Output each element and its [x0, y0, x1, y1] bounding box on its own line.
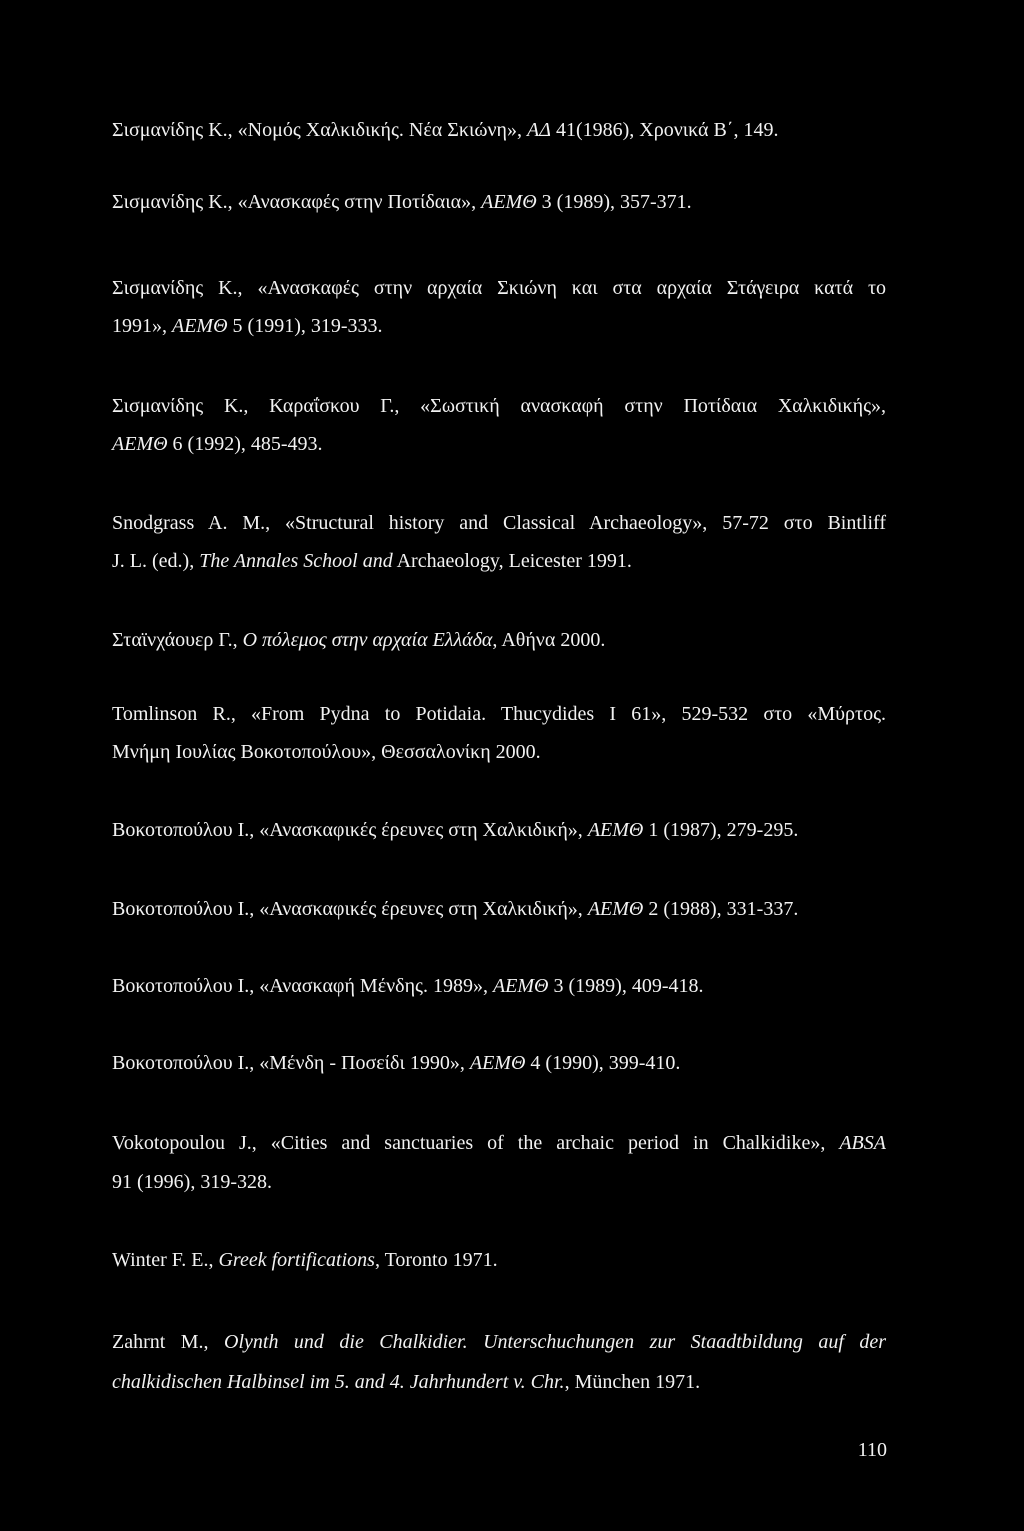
reference-line: [112, 432, 323, 456]
text-segment: Βοκοτοπούλου Ι., «Μένδη - Ποσείδι 1990»,: [112, 1052, 470, 1074]
reference-line: [112, 702, 886, 726]
text-segment: 4 (1990), 399-410.: [525, 1052, 681, 1074]
text-segment: Tomlinson R., «From Pydna to Potidaia. Thucydides I 61», 529-532 στο «Μύρτος.: [112, 703, 886, 725]
text-segment: Snodgrass A. M., «Structural history and Classical Archaeology», 57-72 στο Bintliff: [112, 512, 886, 534]
text-segment: Archaeology, Leicester 1991.: [392, 550, 632, 572]
italic-text: Olynth und die Chalkidier. Unterschuchungen zur Staadtbildung auf der: [224, 1331, 887, 1353]
reference-line: [112, 276, 886, 300]
text-segment: , München 1971.: [564, 1371, 701, 1393]
reference-line: [112, 897, 798, 921]
text-segment: Σισμανίδης Κ., «Νομός Χαλκιδικής. Νέα Σκιώνη»,: [112, 119, 528, 141]
italic-text: ΑΕΜΘ: [172, 315, 228, 337]
italic-text: ΑΕΜΘ: [112, 433, 168, 455]
reference-line: [112, 394, 886, 418]
italic-text: ABSA: [839, 1132, 886, 1154]
italic-text: ΑΕΜΘ: [587, 898, 644, 920]
italic-text: chalkidischen Halbinsel im 5. and 4. Jahrhundert v. Chr.: [112, 1371, 565, 1393]
text-segment: Σταϊνχάουερ Γ.,: [112, 629, 243, 651]
reference-line: [112, 190, 692, 214]
text-segment: 2 (1988), 331-337.: [643, 898, 799, 920]
italic-text: ΑΕΜΘ: [587, 819, 644, 841]
reference-line: [112, 118, 779, 142]
reference-line: [112, 549, 632, 573]
italic-text: ΑΕΜΘ: [492, 975, 549, 997]
reference-line: [112, 1051, 680, 1075]
text-segment: Zahrnt M.,: [112, 1331, 225, 1353]
text-segment: 3 (1989), 409-418.: [548, 975, 704, 997]
text-segment: 3 (1989), 357-371.: [536, 191, 692, 213]
text-segment: 1 (1987), 279-295.: [643, 819, 799, 841]
text-segment: Βοκοτοπούλου Ι., «Ανασκαφικές έρευνες στη Χαλκιδική»,: [112, 819, 588, 841]
text-segment: Βοκοτοπούλου Ι., «Ανασκαφικές έρευνες στη Χαλκιδική»,: [112, 898, 588, 920]
page-number: 110: [857, 1439, 887, 1461]
reference-line: [112, 511, 886, 535]
text-segment: 1991»,: [112, 315, 172, 337]
text-segment: Σισμανίδης Κ., «Ανασκαφές στην Ποτίδαια»,: [112, 191, 482, 213]
reference-line: [112, 1248, 498, 1272]
italic-text: The Annales School and: [199, 550, 393, 572]
text-segment: Vokotopoulou J., «Cities and sanctuaries of the archaic period in Chalkidike»,: [112, 1132, 840, 1154]
reference-line: [112, 628, 605, 652]
reference-line: [112, 1370, 700, 1394]
text-segment: , Αθήνα 2000.: [492, 629, 606, 651]
reference-line: [112, 818, 798, 842]
text-segment: Σισμανίδης Κ., Καραΐσκου Γ., «Σωστική ανασκαφή στην Ποτίδαια Χαλκιδικής»,: [112, 395, 886, 417]
text-segment: 91 (1996), 319-328.: [112, 1171, 272, 1193]
italic-text: Greek fortifications: [218, 1249, 375, 1271]
text-segment: 41(1986), Χρονικά Β΄, 149.: [550, 119, 779, 141]
reference-line: [112, 1330, 886, 1354]
text-segment: Μνήμη Ιουλίας Βοκοτοπούλου», Θεσσαλονίκη 2000.: [112, 741, 541, 763]
reference-line: [112, 974, 703, 998]
italic-text: Ο πόλεμος στην αρχαία Ελλάδα: [242, 629, 493, 651]
reference-line: [112, 314, 383, 338]
italic-text: ΑΕΜΘ: [469, 1052, 526, 1074]
text-segment: , Toronto 1971.: [374, 1249, 498, 1271]
text-segment: 5 (1991), 319-333.: [227, 315, 383, 337]
italic-text: ΑΔ: [527, 119, 551, 141]
text-segment: Σισμανίδης Κ., «Ανασκαφές στην αρχαία Σκιώνη και στα αρχαία Στάγειρα κατά το: [112, 277, 886, 299]
text-segment: 6 (1992), 485-493.: [167, 433, 323, 455]
reference-line: [112, 1170, 272, 1194]
text-segment: Βοκοτοπούλου Ι., «Ανασκαφή Μένδης. 1989»,: [112, 975, 493, 997]
reference-line: [112, 740, 541, 764]
text-segment: Winter F. E.,: [112, 1249, 219, 1271]
text-segment: J. L. (ed.),: [112, 550, 200, 572]
reference-line: [112, 1131, 886, 1155]
italic-text: ΑΕΜΘ: [481, 191, 537, 213]
